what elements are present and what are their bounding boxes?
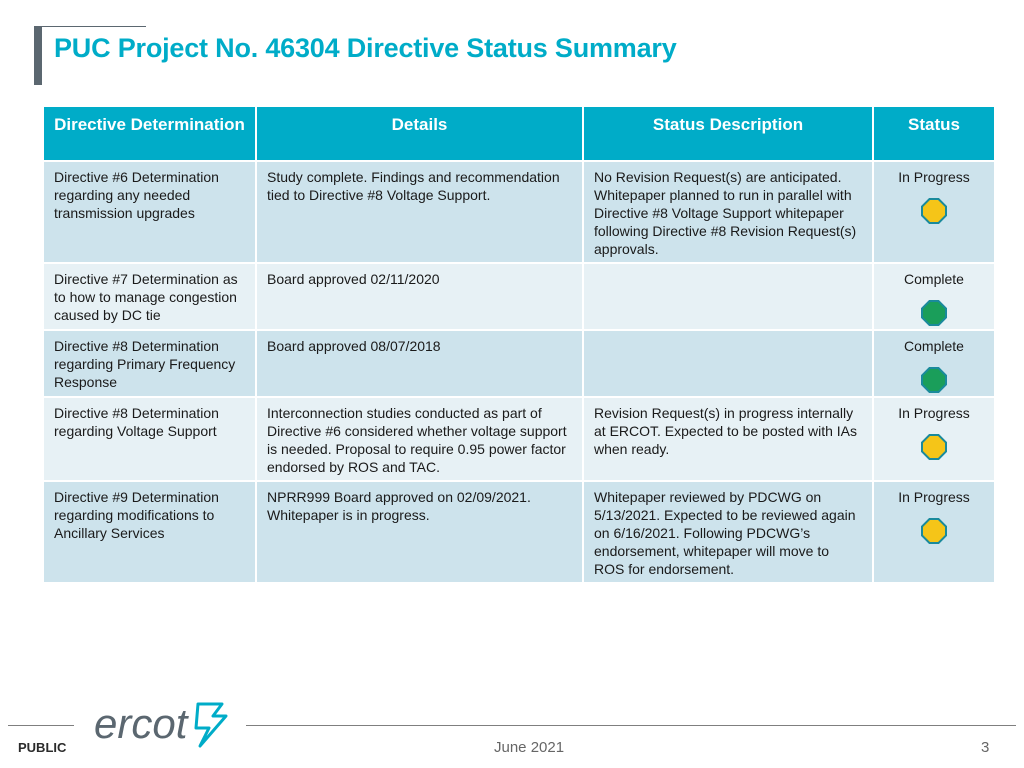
table-row <box>43 481 995 583</box>
details-cell: Board approved 08/07/2018 <box>256 330 583 397</box>
page-title: PUC Project No. 46304 Directive Status Summary <box>54 33 677 63</box>
details-cell: Interconnection studies conducted as part of Directive #6 considered whether voltage support is needed. Proposal to require 0.95 power factor endorsed by ROS and TAC. <box>256 397 583 481</box>
status-cell <box>873 481 995 583</box>
lightning-bolt-icon <box>196 704 226 746</box>
details-cell: Study complete. Findings and recommendation tied to Directive #8 Voltage Support. <box>256 161 583 263</box>
table-header-row <box>43 106 995 161</box>
status-cell <box>873 397 995 481</box>
description-cell: Whitepaper reviewed by PDCWG on 5/13/2021. Expected to be reviewed again on 6/16/2021. Following PDCWG’s endorsement, whitepaper will move to ROS for endorsement. <box>583 481 873 583</box>
status-cell <box>873 161 995 263</box>
footer-divider-right <box>246 725 1016 726</box>
status-label: In Progress <box>898 405 970 421</box>
status-label: Complete <box>904 338 964 354</box>
footer-date: June 2021 <box>494 739 565 756</box>
header-status-description: Status Description <box>583 106 873 161</box>
table-row <box>43 330 995 397</box>
table-row <box>43 263 995 330</box>
logo-wordmark: ercot <box>94 700 188 747</box>
directive-status-table <box>42 105 996 584</box>
details-cell: Board approved 02/11/2020 <box>256 263 583 330</box>
table-row <box>43 161 995 263</box>
description-cell <box>583 263 873 330</box>
description-cell: Revision Request(s) in progress internally at ERCOT. Expected to be posted with IAs when ready. <box>583 397 873 481</box>
title-accent-line <box>34 26 146 27</box>
header-status: Status <box>873 106 995 161</box>
directive-cell: Directive #9 Determination regarding modifications to Ancillary Services <box>43 481 256 583</box>
status-cell <box>873 263 995 330</box>
header-details: Details <box>256 106 583 161</box>
footer-divider-left <box>8 725 74 726</box>
header-directive: Directive Determination <box>43 106 256 161</box>
directive-cell: Directive #7 Determination as to how to manage congestion caused by DC tie <box>43 263 256 330</box>
title-accent-bar <box>34 26 42 85</box>
green-octagon-icon <box>921 300 947 326</box>
directive-cell: Directive #8 Determination regarding Primary Frequency Response <box>43 330 256 397</box>
details-cell: NPRR999 Board approved on 02/09/2021. Whitepaper is in progress. <box>256 481 583 583</box>
status-label: In Progress <box>898 169 970 185</box>
yellow-octagon-icon <box>921 434 947 460</box>
description-cell: No Revision Request(s) are anticipated. Whitepaper planned to run in parallel with Directive #8 Voltage Support whitepaper following Directive #8 Revision Request(s) approvals. <box>583 161 873 263</box>
directive-cell: Directive #8 Determination regarding Voltage Support <box>43 397 256 481</box>
status-cell <box>873 330 995 397</box>
yellow-octagon-icon <box>921 518 947 544</box>
classification-label: PUBLIC <box>18 740 67 755</box>
directive-cell: Directive #6 Determination regarding any needed transmission upgrades <box>43 161 256 263</box>
status-label: In Progress <box>898 489 970 505</box>
yellow-octagon-icon <box>921 198 947 224</box>
description-cell <box>583 330 873 397</box>
status-label: Complete <box>904 271 964 287</box>
table-row <box>43 397 995 481</box>
green-octagon-icon <box>921 367 947 393</box>
page-number: 3 <box>981 739 990 756</box>
ercot-logo <box>94 696 234 756</box>
